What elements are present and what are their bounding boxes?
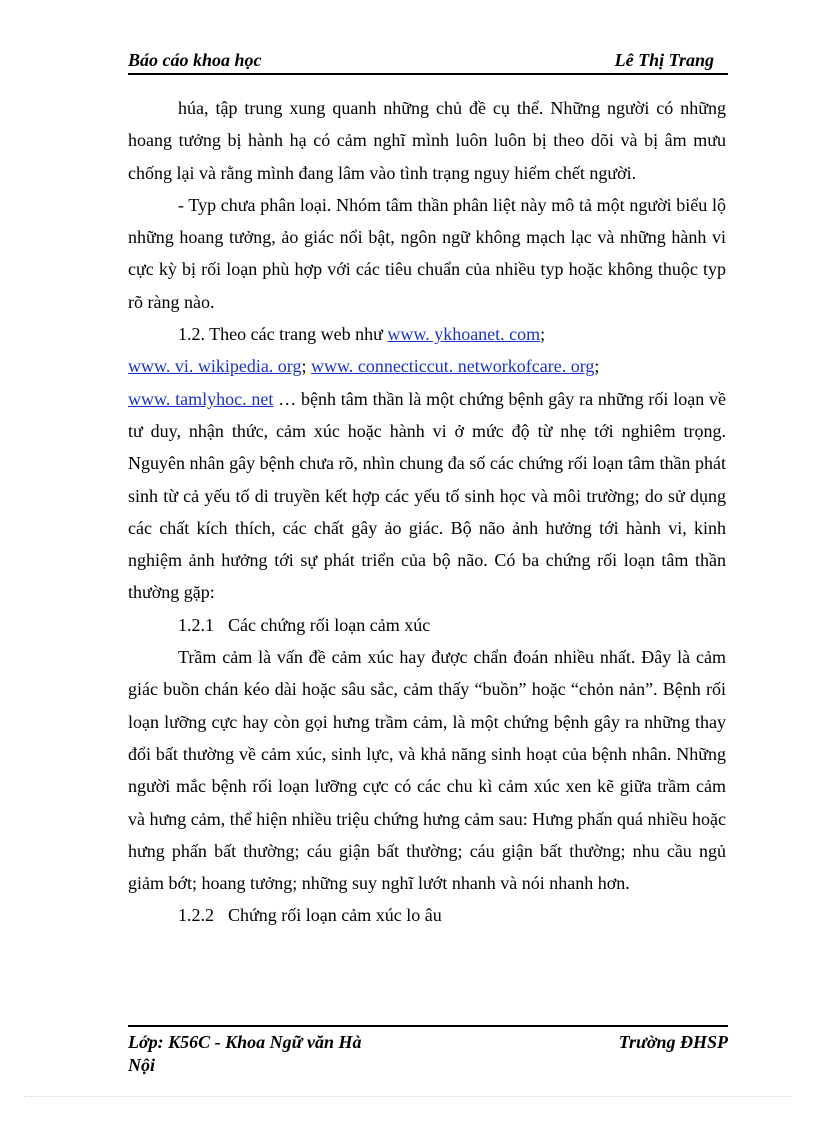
header-title: Báo cáo khoa học [128,50,262,70]
link-separator: ; [540,324,546,345]
header-author: Lê Thị Trang [614,50,714,70]
section-title: Chứng rối loạn cảm xúc lo âu [228,905,442,926]
link-separator: ; [301,356,311,377]
websites-intro: 1.2. Theo các trang web như [178,324,388,345]
footer-school: Trường ĐHSP [618,1032,728,1052]
footer-class: Lớp: K56C - Khoa Ngữ văn Hà Nội [128,1032,362,1075]
link-tamlyhoc[interactable]: www. tamlyhoc. net [128,388,274,409]
link-networkofcare[interactable]: www. connecticcut. networkofcare. org [311,356,595,377]
page-header [128,48,728,72]
section-title: Các chứng rối loạn cảm xúc [228,614,431,635]
document-body [128,92,726,932]
link-wikipedia[interactable]: www. vi. wikipedia. org [128,356,302,377]
paragraph-mood-disorders: Trầm cảm là vấn đề cảm xúc hay được chẩn đoán nhiều nhất. Đây là cảm giác buồn chán kéo dài hoặc sâu sắc, cảm thấy “buồn” hoặc “chỏn nản”. Bệnh rối loạn lưỡng cực hay còn gọi hưng trầm cảm, là một chứng bệnh gây ra những thay đổi bất thường về cảm xúc, sinh lực, và khả năng sinh hoạt của bệnh nhân. Những người mắc bệnh rối loạn lưỡng cực có các chu kì cảm xúc xen kẽ giữa trầm cảm và hưng cảm, thể hiện nhiều triệu chứng hưng cảm sau: Hưng phấn quá nhiều hoặc hưng phấn bất thường; cáu giận bất thường; cáu giận bất thường; nhu cầu ngủ giảm bớt; hoang tưởng; những suy nghĩ lướt nhanh và nói nhanh hơn. [128,647,726,894]
section-heading-1-2-2 [128,899,726,931]
section-heading-1-2-1 [128,609,726,641]
section-number: 1.2.2 [178,905,214,926]
paragraph-typ-unclassified: - Typ chưa phân loại. Nhóm tâm thần phân liệt này mô tả một người biểu lộ những hoang tưởng, ảo giác nổi bật, ngôn ngữ không mạch lạc và những hành vi cực kỳ bị rối loạn phù hợp với các tiêu chuẩn của nhiều typ hoặc không thuộc typ rõ ràng nào. [128,194,726,312]
websites-paragraph-text: … bệnh tâm thần là một chứng bệnh gây ra những rối loạn về tư duy, nhận thức, cảm xúc hoặc hành vi ở mức độ từ nhẹ tới nghiêm trọng. Nguyên nhân gây bệnh chưa rõ, nhìn chung đa số các chứng rối loạn tâm thần phát sinh từ cả yếu tố di truyền kết hợp các yếu tố sinh học và môi trường; do sử dụng các chất kích thích, các chất gây ảo giác. Bộ não ảnh hưởng tới hành vi, kinh nghiệm ảnh hưởng tới sự phát triển của bộ não. Có ba chứng rối loạn tâm thần thường gặp: [128,388,726,603]
header-divider [128,73,728,75]
link-ykhoanet[interactable]: www. ykhoanet. com [387,324,541,345]
paragraph-websites [128,318,726,609]
section-number: 1.2.1 [178,614,214,635]
page-boundary [24,1096,792,1097]
footer-divider [128,1025,728,1027]
paragraph-continuation: húa, tập trung xung quanh những chủ đề cụ thể. Những người có những hoang tưởng bị hành hạ có cảm nghĩ mình luôn luôn bị theo dõi và bị âm mưu chống lại và rằng mình đang lâm vào tình trạng nguy hiểm chết người. [128,98,726,183]
link-separator: ; [594,356,600,377]
